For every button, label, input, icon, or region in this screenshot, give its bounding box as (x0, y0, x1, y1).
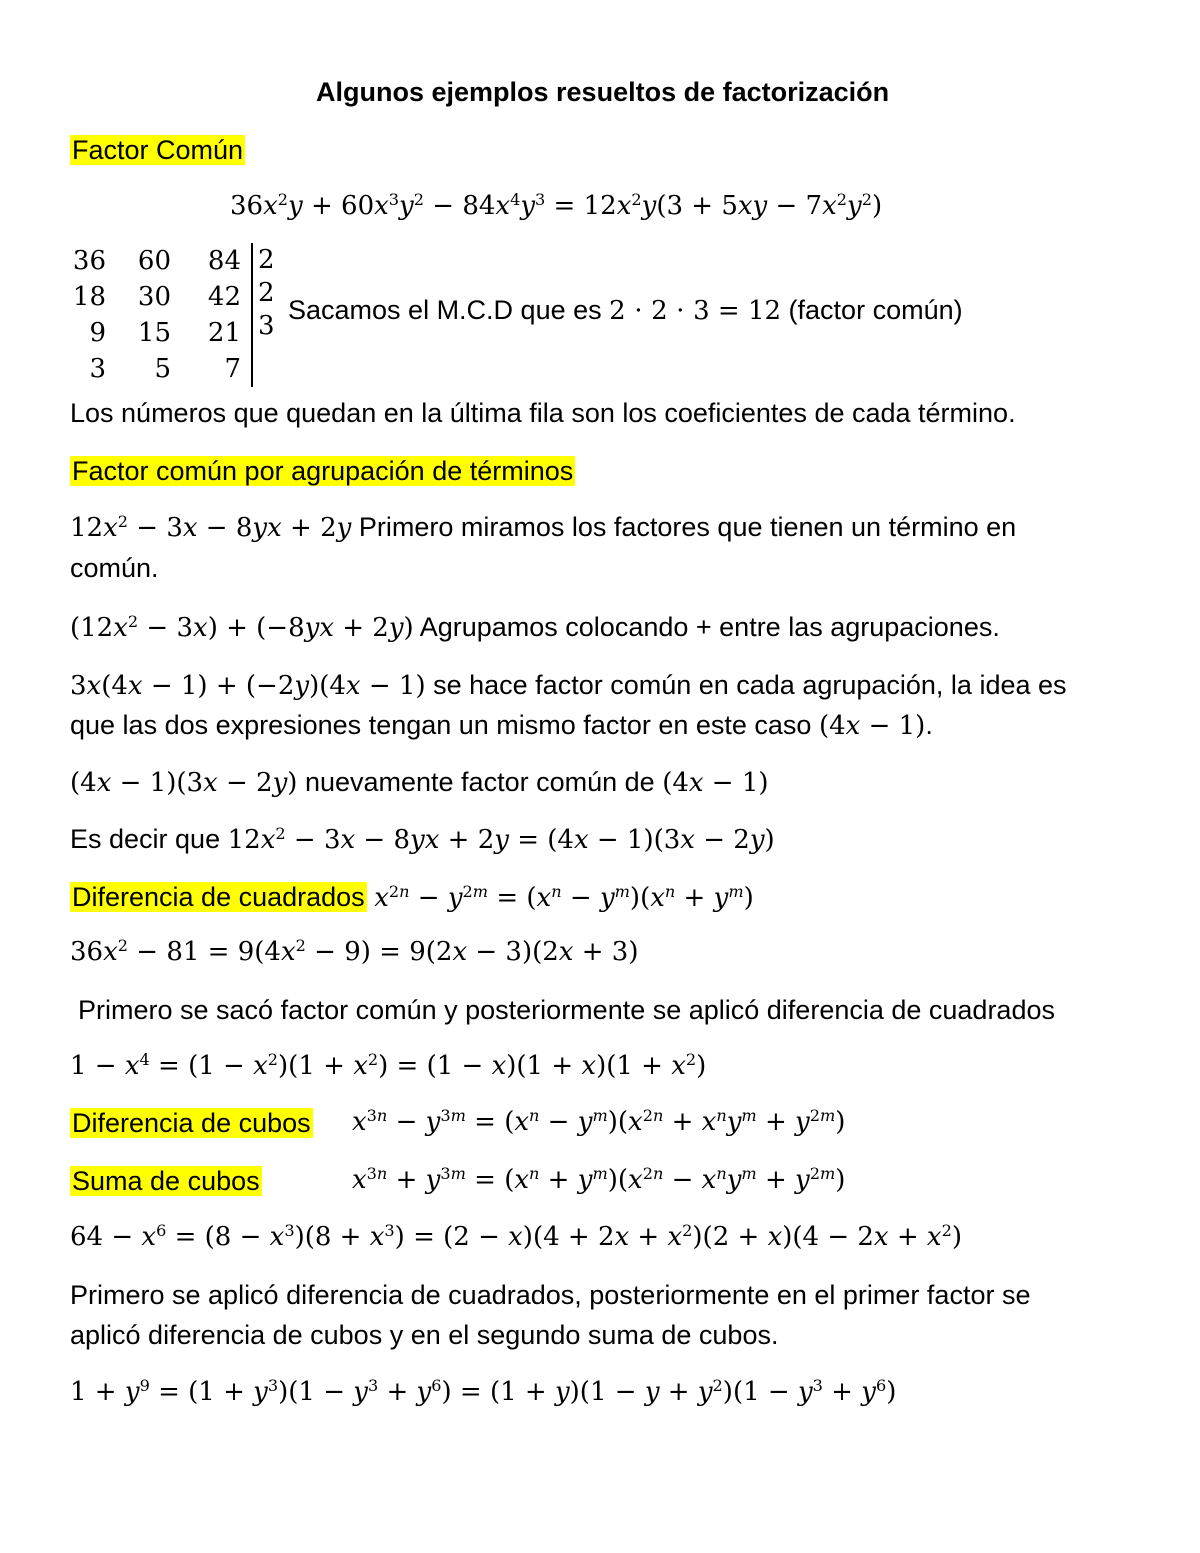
division-row: 36 60 84 (72, 246, 241, 276)
division-row: 3 5 7 (89, 354, 241, 384)
agrupacion-step-2: $(12x^2 - 3x) + (-8yx + 2y)$ Agrupamos colocando + entre las agrupaciones. (70, 612, 1000, 643)
division-divisors (258, 243, 275, 342)
agrupacion-step-3: 3x(4x − 1) + (−2y)(4x − 1) se hace factor común en cada agrupación, la idea es (70, 670, 1067, 701)
equation-one-minus-x4: $1 - x^4 = (1 - x^2)(1 + x^2) = (1 - x)(1 + x)(1 + x^2)$ (70, 1050, 707, 1081)
equation-dif-cuadrados-example: $36x^2 - 81 = 9(4x^2 - 9) = 9(2x - 3)(2x + 3)$ (70, 936, 639, 967)
equation-suma-cubos: $x^{3n} + y^{3m} = (x^n + y^m)(x^{2n} - x^ny^m + y^{2m})$ (352, 1164, 846, 1195)
last-row-note: Los números que quedan en la última fila son los coeficientes de cada término. (70, 398, 1016, 428)
heading-suma-cubos: Suma de cubos (72, 1166, 260, 1196)
heading-dif-cubos: Diferencia de cubos (72, 1108, 311, 1138)
division-table (72, 243, 253, 387)
section-dif-cuadrados: Diferencia de cuadrados $x^{2n} - y^{2m} = (x^n - y^m)(x^n + y^m)$ (72, 882, 754, 913)
cuadrados-note: Primero se sacó factor común y posteriormente se aplicó diferencia de cuadrados (78, 995, 1055, 1025)
agrupacion-step-1: $12x^2 - 3x - 8yx + 2y$ Primero miramos los factores que tienen un término en (70, 512, 1017, 543)
agrupacion-step-4: (4x − 1)(3x − 2y) nuevamente factor común de (4x − 1) (70, 767, 769, 798)
agrupacion-step-3-cont: que las dos expresiones tengan un mismo factor en este caso (4x − 1). (70, 710, 933, 741)
section-dif-cubos (70, 1108, 313, 1139)
equation-one-plus-y9: $1 + y^9 = (1 + y^3)(1 - y^3 + y^6) = (1 + y)(1 - y + y^2)(1 - y^3 + y^6)$ (70, 1376, 897, 1407)
equation-64-minus-x6: $64 - x^6 = (8 - x^3)(8 + x^3) = (2 - x)(4 + 2x + x^2)(2 + x)(4 - 2x + x^2)$ (70, 1221, 962, 1252)
division-row: 9 15 21 (89, 318, 241, 348)
cubos-note-line-2: aplicó diferencia de cubos y en el segundo suma de cubos. (70, 1320, 779, 1350)
mcd-explanation: Sacamos el M.C.D que es 2 ⋅ 2 ⋅ 3 = 12 (factor común) (288, 295, 963, 326)
section-factor-comun (70, 135, 245, 166)
equation-dif-cubos: $x^{3n} - y^{3m} = (x^n - y^m)(x^{2n} + x^ny^m + y^{2m})$ (352, 1106, 846, 1137)
division-row: 18 30 42 (72, 282, 241, 312)
section-suma-cubos (70, 1166, 262, 1197)
section-agrupacion (70, 456, 575, 487)
divisor: 2 (258, 244, 275, 275)
equation-factor-comun-main: $36x^2y + 60x^3y^2 - 84x^4y^3 = 12x^2y(3 + 5xy - 7x^2y^2)$ (230, 190, 883, 221)
page-title: Algunos ejemplos resueltos de factorización (316, 77, 890, 107)
divisor: 3 (258, 310, 275, 341)
agrupacion-result: Es decir que $12x^2 - 3x - 8yx + 2y = (4x - 1)(3x - 2y)$ (70, 824, 775, 855)
divisor: 2 (258, 277, 275, 308)
heading-agrupacion: Factor común por agrupación de términos (72, 456, 574, 486)
agrupacion-step-1-cont: común. (70, 553, 159, 583)
heading-dif-cuadrados: Diferencia de cuadrados (72, 882, 365, 912)
heading-factor-comun: Factor Común (72, 135, 244, 165)
cubos-note-line-1: Primero se aplicó diferencia de cuadrados, posteriormente en el primer factor se (70, 1280, 1031, 1310)
